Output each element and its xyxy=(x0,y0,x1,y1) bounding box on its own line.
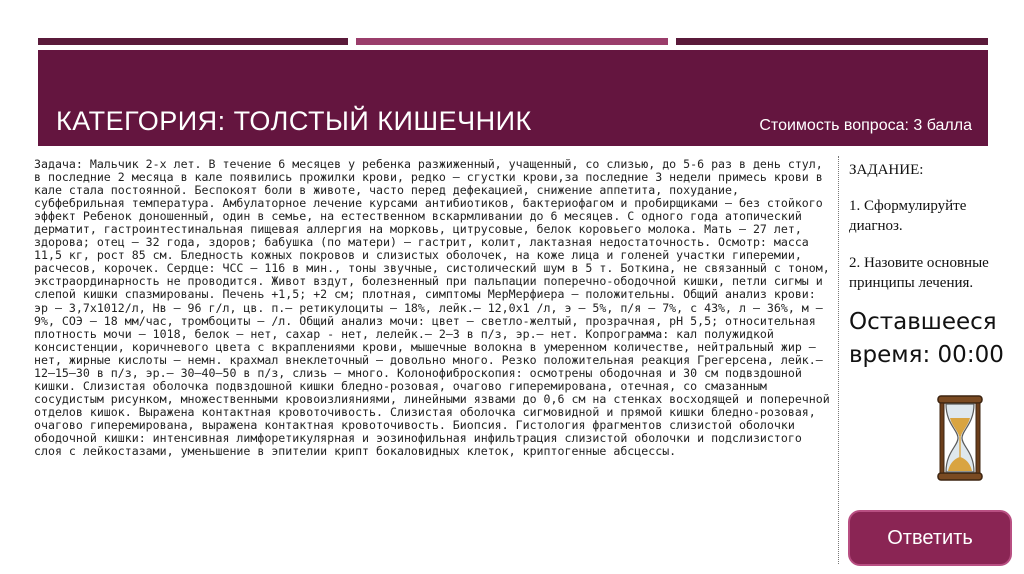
assignment-item-diagnosis: 1. Сформулируйте диагноз. xyxy=(849,198,967,234)
timer-label: Оставшееся время: 00:00 xyxy=(849,309,1004,368)
assignment-heading: ЗАДАНИЕ: xyxy=(849,162,924,178)
top-accent-bar-middle xyxy=(356,38,668,45)
hourglass-icon xyxy=(936,394,984,482)
question-cost: Стоимость вопроса: 3 балла xyxy=(759,117,972,134)
top-accent-bar-left xyxy=(38,38,348,45)
vertical-divider xyxy=(838,156,839,564)
assignment-item-treatment: 2. Назовите основные принципы лечения. xyxy=(849,255,989,291)
answer-button[interactable]: Ответить xyxy=(848,510,1012,566)
top-accent-bar-right xyxy=(676,38,988,45)
category-title: КАТЕГОРИЯ: ТОЛСТЫЙ КИШЕЧНИК xyxy=(56,106,532,136)
category-header xyxy=(38,50,988,146)
task-description: Задача: Мальчик 2-х лет. В течение 6 месяцев у ребенка разжиженный, учащенный, со слизью, до 5-6 раз в день стул, в последние 2 месяца в кале появились прожилки крови, редко — сгустки крови,за последние 3 недели примесь крови в кале стала постоянной. Беспокоят боли в животе, часто перед дефекацией, снижение аппетита, похудание, субфебрильная температура. Амбулаторное лечение курсами антибиотиков, бактериофагом и пробирщиками — без стойкого эффект Ребенок доношенный, один в семье, на естественном вскармливании до 6 месяцев. С одного года атопический дерматит, гастроинтестинальная пищевая аллергия на морковь, цитрусовые, белок коровьего молока. Мать — 27 лет, здорова; отец — 32 года, здоров; бабушка (по матери) — гастрит, колит, лактазная недостаточность. Осмотр: масса 11,5 кг, рост 85 см. Бледность кожных покровов и слизистых оболочек, на коже лица и голеней участки гиперемии, расчесов, корочек. Сердце: ЧСС — 116 в мин., тоны звучные, систолический шум в 5 т. Боткина, не связанный с тоном, экстраординарность не проводится. Живот вздут, болезненный при пальпации поперечно-ободочной кишки, петли сигмы и слепой кишки спазмированы. Печень +1,5; +2 см; плотная, симптомы МерМерфиера — положительны. Общий анализ крови: эр — 3,7х1012/л, Нв — 96 г/л, цв. п.— ретикулоциты — 18%, лейк.— 12,0х1 /л, э — 5%, п/я — 7%, с 43%, л — 36%, м — 9%, СОЭ — 18 мм/час, тромбоциты — /л. Общий анализ мочи: цвет — светло-желтый, прозрачная, рН 5,5; относительная плотность мочи — 1018, белок — нет, сахар - нет, лелейк.— 2–3 в п/з, эр.— нет. Копрограмма: кал полужидкой консистенции, коричневого цвета с вкраплениями крови, мышечные волокна в умеренном количестве, нейтральный жир — нет, жирные кислоты — немн. крахмал внеклеточный — довольно много. Резко положительная реакция Грегерсена, лейк.— 12–15–30 в п/з, эр.— 30–40–50 в п/з, слизь — много. Колонофиброскопия: осмотрены ободочная и 30 см подвздошной кишки. Слизистая оболочка подвздошной кишки бледно-розовая, очагово гиперемирована, отечная, со смазанным сосудистым рисунком, множественными кровоизлияниями, линейными язвами до 0,6 см на стенках восходящей и поперечной отделов кишок. Выражена контактная кровоточивость. Слизистая оболочка сигмовидной и прямой кишки бледно-розовая, очагово гиперемирована, выражена контактная кровоточивость. Биопсия. Гистология фрагментов слизистой оболочки ободочной кишки: интенсивная лимфоретикулярная и эозинофильная инфильтрация слизистой оболочки и подслизистого слоя с лейкостазами, уменьшение в эпителии крипт бокаловидных клеток, криптогенные абсцессы. xyxy=(34,157,830,459)
